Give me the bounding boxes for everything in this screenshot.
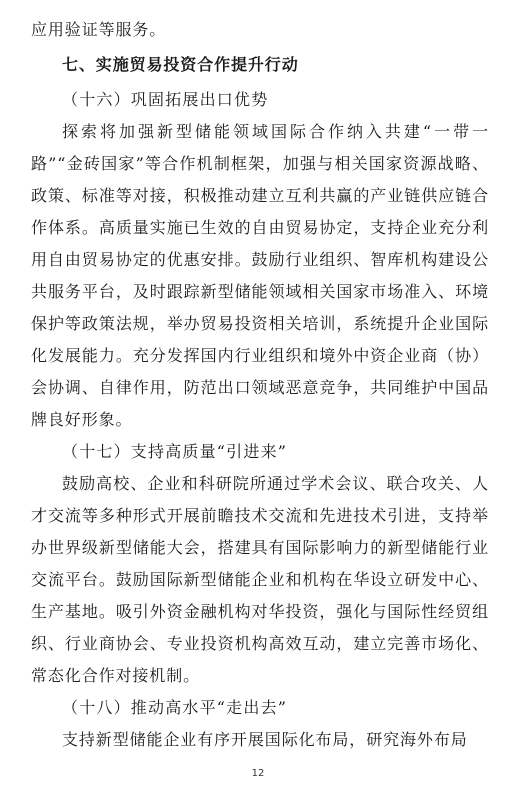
subsection-heading-18: （十八）推动高水平“走出去”: [62, 698, 288, 717]
subsection-heading-17: （十七）支持高质量“引进来”: [62, 442, 288, 461]
paragraph-export-advantage: 探索将加强新型储能领域国际合作纳入共建“一带一路”“金砖国家”等合作机制框架，加强与相关国家资源战略、政策、标准等对接，积极推动建立互利共赢的产业链供应链合作体系。高质量实施已生效的自由贸易协定，支持企业充分利用自由贸易协定的优惠安排。鼓励行业组织、智库机构建设公共服务平台，及时跟踪新型储能领域相关国家市场准入、环境保护等政策法规，举办贸易投资相关培训，系统提升企业国际化发展能力。充分发挥国内行业组织和境外中资企业商（协）会协调、自律作用，防范出口领域恶意竞争，共同维护中国品牌良好形象。: [31, 122, 489, 429]
paragraph-bring-in: 鼓励高校、企业和科研院所通过学术会议、联合攻关、人才交流等多种形式开展前瞻技术交流和先进技术引进，支持举办世界级新型储能大会，搭建具有国际影响力的新型储能行业交流平台。鼓励国际新型储能企业和机构在华设立研发中心、生产基地。吸引外资金融机构对华投资，强化与国际性经贸组织、行业商协会、专业投资机构高效互动，建立完善市场化、常态化合作对接机制。: [31, 474, 489, 685]
paragraph-continuation: 应用验证等服务。: [31, 20, 167, 39]
document-body: [31, 14, 489, 756]
paragraph-go-global: 支持新型储能企业有序开展国际化布局，研究海外布局: [62, 730, 468, 749]
page-number: 12: [251, 768, 265, 779]
section-heading: 七、实施贸易投资合作提升行动: [62, 55, 299, 74]
subsection-heading-16: （十六）巩固拓展出口优势: [62, 90, 269, 109]
